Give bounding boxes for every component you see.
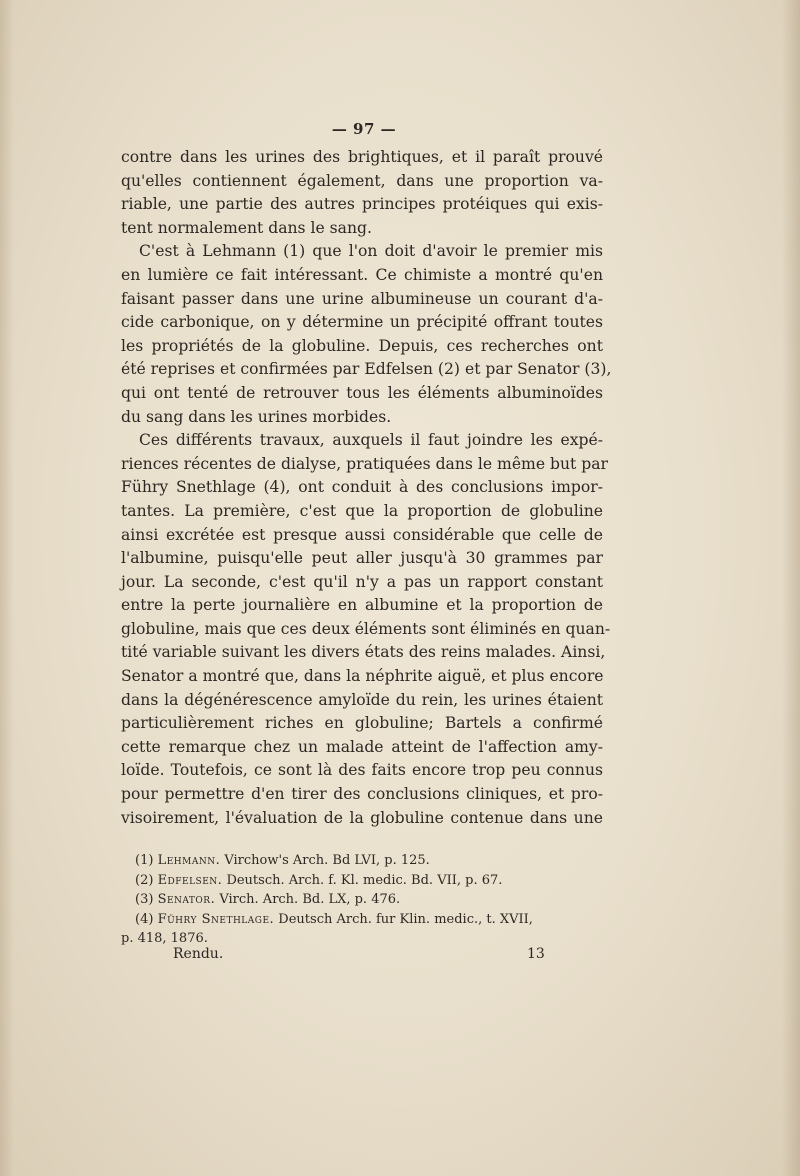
text-line: tantes. La première, c'est que la proportion de globuline bbox=[121, 501, 603, 520]
text-line: cette remarque chez un malade atteint de l'affection amy- bbox=[121, 737, 603, 756]
text-line: l'albumine, puisqu'elle peut aller jusqu'à 30 grammes par bbox=[121, 549, 603, 568]
text-line: dans la dégénérescence amyloïde du rein, les urines étaient bbox=[121, 690, 603, 709]
text-line: cide carbonique, on y détermine un précipité offrant toutes bbox=[121, 313, 603, 332]
text-line: tité variable suivant les divers états des reins malades. Ainsi, bbox=[121, 643, 606, 662]
text-line: C'est à Lehmann (1) que l'on doit d'avoir le premier mis bbox=[139, 242, 603, 261]
footnotes bbox=[121, 851, 606, 949]
signature-line bbox=[121, 946, 606, 966]
text-line: les propriétés de la globuline. Depuis, ces recherches ont bbox=[121, 336, 603, 355]
body-text bbox=[121, 146, 612, 830]
text-line: pour permettre d'en tirer des conclusions cliniques, et pro- bbox=[121, 785, 603, 804]
footnote bbox=[121, 851, 606, 871]
text-line: Ces différents travaux, auxquels il faut joindre les expé- bbox=[139, 431, 603, 450]
text-line: riable, une partie des autres principes protéiques qui exis- bbox=[121, 195, 603, 214]
footnote bbox=[121, 890, 606, 910]
sheet-signature-mark: 13 bbox=[527, 946, 545, 962]
text-line: ainsi excrétée est presque aussi considérable que celle de bbox=[121, 525, 603, 544]
text-line: du sang dans les urines morbides. bbox=[121, 407, 392, 426]
text-line: été reprises et confirmées par Edfelsen (2) et par Senator (3), bbox=[121, 360, 612, 379]
text-line: Führy Snethlage (4), ont conduit à des conclusions impor- bbox=[121, 478, 603, 497]
footnote bbox=[121, 910, 606, 930]
text-line: contre dans les urines des brightiques, et il paraît prouvé bbox=[121, 148, 603, 166]
text-line: entre la perte journalière en albumine et la proportion de bbox=[121, 596, 603, 615]
footnote-mark: (3) bbox=[135, 892, 154, 908]
text-line: faisant passer dans une urine albumineuse un courant d'a- bbox=[121, 289, 603, 308]
footnote-citation: p. 418, 1876. bbox=[121, 931, 208, 947]
footnote-author: Senator. bbox=[157, 892, 216, 908]
page-edge-shadow-left bbox=[0, 0, 14, 1176]
text-line: Senator a montré que, dans la néphrite aiguë, et plus encore bbox=[121, 667, 604, 686]
text-line: globuline, mais que ces deux éléments sont éliminés en quan- bbox=[121, 619, 611, 638]
footnote-mark: (4) bbox=[135, 911, 154, 927]
footnote-citation: Deutsch Arch. fur Klin. medic., t. XVII, bbox=[274, 911, 533, 927]
footnote-mark: (1) bbox=[135, 853, 154, 868]
text-line: jour. La seconde, c'est qu'il n'y a pas un rapport constant bbox=[121, 572, 603, 591]
footnote-citation: Deutsch. Arch. f. Kl. medic. Bd. VII, p. 67. bbox=[222, 872, 503, 888]
footnote bbox=[121, 871, 606, 891]
text-line: qui ont tenté de retrouver tous les éléments albuminoïdes bbox=[121, 383, 603, 402]
footnote-author: Edfelsen. bbox=[157, 872, 223, 888]
text-line: riences récentes de dialyse, pratiquées dans le même but par bbox=[121, 454, 609, 473]
text-line: qu'elles contiennent également, dans une proportion va- bbox=[121, 171, 603, 190]
text-line: particulièrement riches en globuline; Bartels a confirmé bbox=[121, 714, 603, 733]
footnote-author: Führy Snethlage. bbox=[157, 911, 275, 927]
text-line: tent normalement dans le sang. bbox=[121, 218, 372, 237]
text-line: visoirement, l'évaluation de la globuline contenue dans une bbox=[121, 808, 603, 827]
footnote-citation: Virchow's Arch. Bd LVI, p. 125. bbox=[220, 853, 430, 868]
text-line: loïde. Toutefois, ce sont là des faits encore trop peu connus bbox=[121, 761, 603, 780]
footnote-mark: (2) bbox=[135, 872, 154, 888]
author-signature: Rendu. bbox=[173, 946, 224, 962]
page-edge-shadow-right bbox=[782, 0, 800, 1176]
footnote-author: Lehmann. bbox=[157, 853, 221, 868]
page-number: — 97 — bbox=[331, 120, 397, 138]
text-line: en lumière ce fait intéressant. Ce chimiste a montré qu'en bbox=[121, 265, 603, 284]
footnote-citation: Virch. Arch. Bd. LX, p. 476. bbox=[215, 892, 401, 908]
